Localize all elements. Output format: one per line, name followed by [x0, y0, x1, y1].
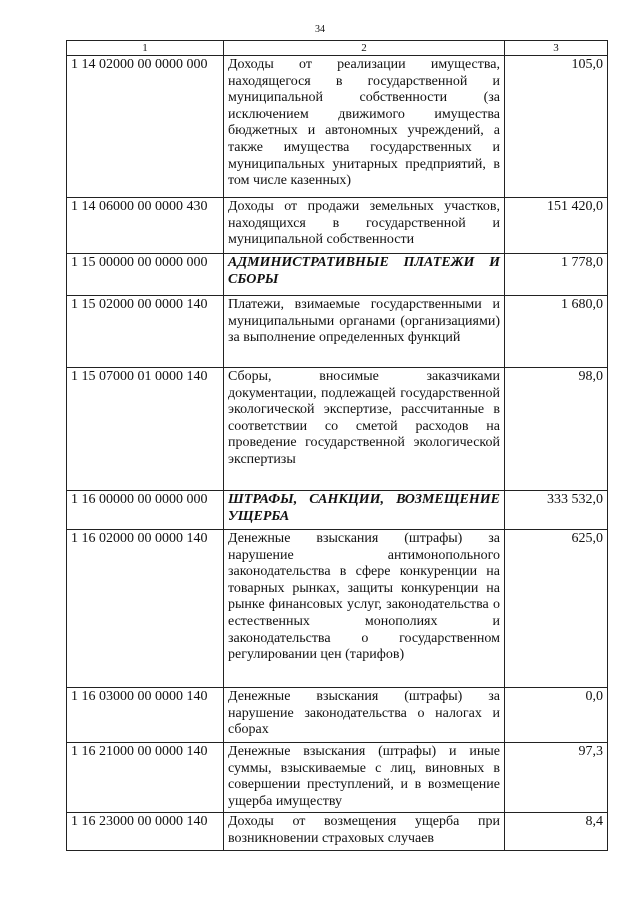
table-row [67, 813, 608, 851]
row-code: 1 15 02000 00 0000 140 [67, 296, 224, 368]
row-amount: 97,3 [505, 743, 608, 813]
row-name: Сборы, вносимые заказчиками документации, подлежащей государственной экологической экспертизе, рассчитанные в соответствии со сметой расходов на проведение государственной экологической экспертизы [224, 368, 505, 491]
row-code: 1 15 07000 01 0000 140 [67, 368, 224, 491]
table-row [67, 688, 608, 743]
row-name: Денежные взыскания (штрафы) и иные суммы, взыскиваемые с лиц, виновных в совершении преступлений, и в возмещение ущерба имуществу [224, 743, 505, 813]
row-code: 1 14 02000 00 0000 000 [67, 56, 224, 198]
row-code: 1 16 23000 00 0000 140 [67, 813, 224, 851]
row-amount: 8,4 [505, 813, 608, 851]
row-amount: 98,0 [505, 368, 608, 491]
column-header-amount: 3 [505, 41, 608, 56]
row-name: Денежные взыскания (штрафы) за нарушение антимонопольного законодательства в сфере конкуренции на товарных рынках, защиты конкуренции на рынке финансовых услуг, законодательства о естественных монополиях и законодательства о государственном регулировании цен (тарифов) [224, 530, 505, 688]
row-code: 1 14 06000 00 0000 430 [67, 198, 224, 254]
row-amount: 333 532,0 [505, 491, 608, 530]
row-name: Денежные взыскания (штрафы) за нарушение законодательства о налогах и сборах [224, 688, 505, 743]
row-amount: 1 778,0 [505, 254, 608, 296]
row-name: ШТРАФЫ, САНКЦИИ, ВОЗМЕЩЕНИЕ УЩЕРБА [224, 491, 505, 530]
row-code: 1 16 00000 00 0000 000 [67, 491, 224, 530]
table-header-row [67, 41, 608, 56]
table-row [67, 296, 608, 368]
row-name: Доходы от реализации имущества, находящегося в государственной и муниципальной собственности (за исключением движимого имущества бюджетных и автономных учреждений, а также имущества государственных и муниципальных унитарных предприятий, в том числе казенных) [224, 56, 505, 198]
page-number: 34 [315, 24, 325, 35]
table-row [67, 368, 608, 491]
row-name: Доходы от продажи земельных участков, находящихся в государственной и муниципальной собственности [224, 198, 505, 254]
row-amount: 151 420,0 [505, 198, 608, 254]
table-row [67, 530, 608, 688]
row-name: Доходы от возмещения ущерба при возникновении страховых случаев [224, 813, 505, 851]
column-header-name: 2 [224, 41, 505, 56]
table-row-section [67, 491, 608, 530]
row-name: Платежи, взимаемые государственными и муниципальными органами (организациями) за выполнение определенных функций [224, 296, 505, 368]
row-code: 1 16 02000 00 0000 140 [67, 530, 224, 688]
row-amount: 625,0 [505, 530, 608, 688]
row-amount: 0,0 [505, 688, 608, 743]
table-row [67, 56, 608, 198]
row-name: АДМИНИСТРАТИВНЫЕ ПЛАТЕЖИ И СБОРЫ [224, 254, 505, 296]
table-row [67, 743, 608, 813]
row-code: 1 15 00000 00 0000 000 [67, 254, 224, 296]
row-code: 1 16 21000 00 0000 140 [67, 743, 224, 813]
row-amount: 105,0 [505, 56, 608, 198]
row-amount: 1 680,0 [505, 296, 608, 368]
budget-revenue-table [66, 40, 608, 851]
row-code: 1 16 03000 00 0000 140 [67, 688, 224, 743]
table-row-section [67, 254, 608, 296]
table-row [67, 198, 608, 254]
column-header-code: 1 [67, 41, 224, 56]
